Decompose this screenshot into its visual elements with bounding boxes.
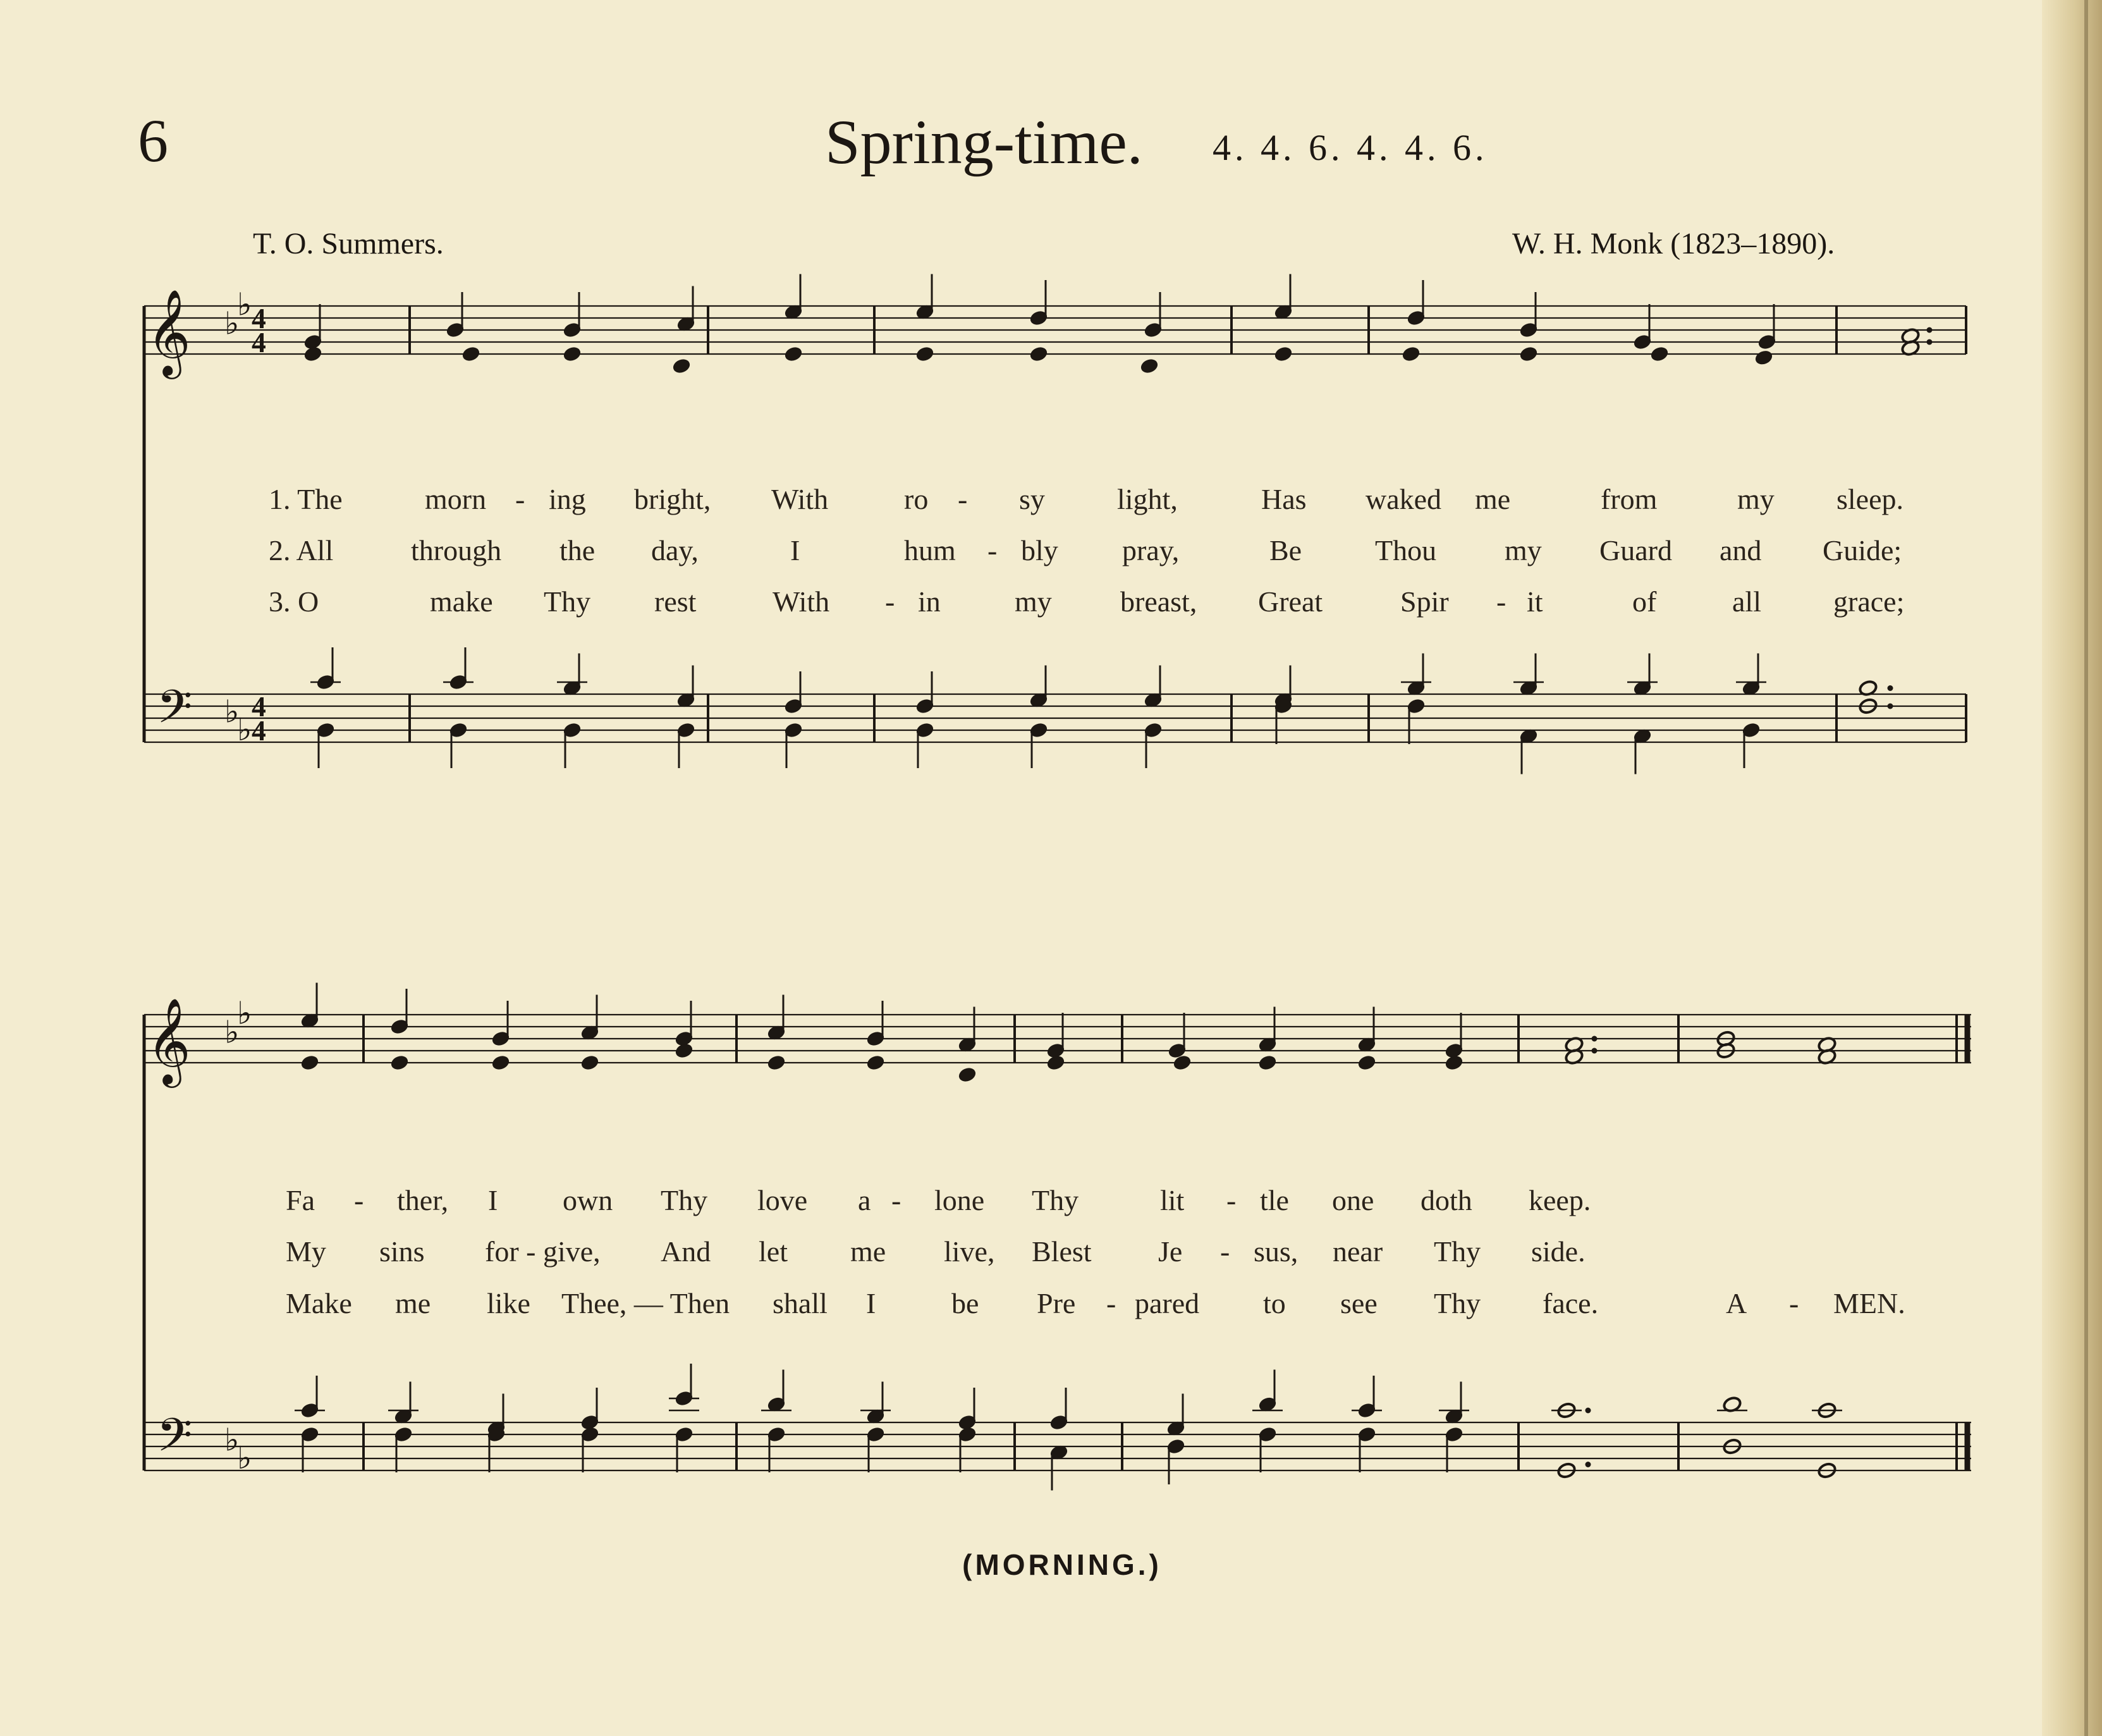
quarter-note xyxy=(783,345,803,362)
verse-line-2-syllable: 2. All xyxy=(269,534,334,566)
verse-line-1-syllable: my xyxy=(1737,483,1775,515)
verse-line-2-3-syllable: - xyxy=(1789,1287,1799,1319)
quarter-note xyxy=(671,357,691,374)
verse-line-2-syllable: bly xyxy=(1021,534,1058,566)
time-signature-top: 4 xyxy=(252,690,266,723)
verse-line-1-syllable: morn xyxy=(425,483,487,515)
time-signature-bottom: 4 xyxy=(252,326,266,359)
augmentation-dot xyxy=(1927,327,1933,333)
verse-line-2-1-syllable: - xyxy=(1226,1184,1237,1216)
verse-line-1-syllable: ro xyxy=(904,483,929,515)
bass-staff-1 xyxy=(144,694,1966,742)
verse-line-3-syllable: breast, xyxy=(1120,585,1197,618)
verse-line-2-1-syllable: lit xyxy=(1160,1184,1185,1216)
verse-line-2-2-syllable: My xyxy=(286,1235,326,1268)
verse-line-2-syllable: through xyxy=(411,534,502,566)
verse-line-2-1-syllable: own xyxy=(563,1184,613,1216)
verse-line-2-3-syllable: - xyxy=(1106,1287,1116,1319)
verse-line-2-2-syllable: sins xyxy=(379,1235,425,1268)
time-signature-bottom: 4 xyxy=(252,714,266,747)
verse-line-2-1-syllable: - xyxy=(354,1184,364,1216)
augmentation-dot xyxy=(1592,1036,1598,1042)
verse-line-2-3-syllable: see xyxy=(1340,1287,1378,1319)
verse-line-2-syllable: I xyxy=(790,534,800,566)
augmentation-dot xyxy=(1888,704,1893,709)
treble-staff-1 xyxy=(144,306,1966,354)
verse-line-2-syllable: Guard xyxy=(1599,534,1672,566)
flat-icon: ♭ xyxy=(237,994,252,1032)
verse-line-2-3-syllable: pared xyxy=(1135,1287,1200,1319)
verse-line-2-syllable: hum xyxy=(904,534,956,566)
verse-line-2-2-syllable: live, xyxy=(944,1235,995,1268)
quarter-note xyxy=(1401,345,1421,362)
verse-line-2-syllable: the xyxy=(559,534,596,566)
verse-line-2-3-syllable: Make xyxy=(286,1287,352,1319)
verse-line-1-syllable: bright, xyxy=(634,483,711,515)
verse-line-1-syllable: sy xyxy=(1019,483,1045,515)
verse-line-2-2-syllable: Je xyxy=(1158,1235,1183,1268)
tune-name: (MORNING.) xyxy=(962,1548,1162,1581)
verse-line-2-syllable: day, xyxy=(651,534,699,566)
verse-line-2-3-syllable: MEN. xyxy=(1833,1287,1905,1319)
verse-line-3-syllable: Thy xyxy=(544,585,591,618)
quarter-note xyxy=(1518,345,1538,362)
quarter-note xyxy=(674,1042,694,1059)
verse-line-1-syllable: - xyxy=(958,483,968,515)
verse-line-2-syllable: - xyxy=(987,534,998,566)
verse-line-2-2-syllable: near xyxy=(1333,1235,1383,1268)
verse-line-2-1-syllable: Fa xyxy=(286,1184,315,1216)
verse-line-2-syllable: and xyxy=(1720,534,1762,566)
page-number: 6 xyxy=(138,107,168,174)
flat-icon: ♭ xyxy=(237,1440,252,1477)
flat-icon: ♭ xyxy=(224,305,240,342)
verse-line-2-3-syllable: to xyxy=(1263,1287,1286,1319)
bass-clef-icon: 𝄢 xyxy=(157,680,193,745)
flat-icon: ♭ xyxy=(224,1421,240,1458)
quarter-note xyxy=(1649,345,1669,362)
verse-line-3-syllable: Great xyxy=(1258,585,1323,618)
flat-icon: ♭ xyxy=(237,286,252,323)
verse-line-2-1-syllable: doth xyxy=(1421,1184,1472,1216)
verse-line-2-1-syllable: ther, xyxy=(397,1184,449,1216)
verse-line-1-syllable: ing xyxy=(549,483,586,515)
verse-line-2-3-syllable: like xyxy=(487,1287,530,1319)
verse-line-2-3-syllable: Thy xyxy=(1434,1287,1481,1319)
verse-line-1-syllable: me xyxy=(1475,483,1511,515)
augmentation-dot xyxy=(1586,1408,1591,1414)
verse-line-1-syllable: - xyxy=(515,483,525,515)
verse-line-3-syllable: With xyxy=(773,585,830,618)
verse-line-3-syllable: grace; xyxy=(1833,585,1905,618)
verse-line-3-syllable: - xyxy=(1496,585,1506,618)
verse-line-2-3-syllable: face. xyxy=(1543,1287,1599,1319)
verse-line-2-1-syllable: keep. xyxy=(1529,1184,1591,1216)
quarter-note xyxy=(1754,349,1773,366)
verse-line-2-syllable: pray, xyxy=(1122,534,1180,566)
quarter-note xyxy=(1357,1054,1376,1071)
verse-line-2-1-syllable: I xyxy=(488,1184,498,1216)
augmentation-dot xyxy=(1586,1462,1591,1467)
quarter-note xyxy=(389,1054,409,1071)
verse-line-2-3-syllable: me xyxy=(395,1287,431,1319)
verse-line-3-syllable: - xyxy=(885,585,895,618)
verse-line-2-3-syllable: be xyxy=(951,1287,979,1319)
verse-line-3-syllable: make xyxy=(430,585,493,618)
verse-line-2-2-syllable: Blest xyxy=(1032,1235,1092,1268)
verse-line-3-syllable: 3. O xyxy=(269,585,319,618)
verse-line-2-3-syllable: I xyxy=(866,1287,876,1319)
verse-line-1-syllable: waked xyxy=(1366,483,1442,515)
verse-line-3-syllable: in xyxy=(918,585,941,618)
quarter-note xyxy=(580,1054,599,1071)
verse-line-1-syllable: sleep. xyxy=(1836,483,1904,515)
verse-line-2-2-syllable: side. xyxy=(1531,1235,1586,1268)
verse-line-2-2-syllable: let xyxy=(759,1235,788,1268)
quarter-note xyxy=(766,1054,786,1071)
bass-clef-icon: 𝄢 xyxy=(157,1408,193,1473)
quarter-note xyxy=(957,1066,977,1083)
verse-line-2-1-syllable: - xyxy=(891,1184,901,1216)
verse-line-2-2-syllable: me xyxy=(850,1235,886,1268)
verse-line-2-1-syllable: Thy xyxy=(1032,1184,1079,1216)
verse-line-2-3-syllable: Thee, — Then xyxy=(561,1287,730,1319)
verse-line-1-syllable: With xyxy=(771,483,829,515)
verse-line-1-syllable: light, xyxy=(1117,483,1178,515)
quarter-note xyxy=(915,345,934,362)
verse-line-2-syllable: Thou xyxy=(1375,534,1437,566)
quarter-note xyxy=(461,345,480,362)
composer-credit: W. H. Monk (1823–1890). xyxy=(1512,227,1835,260)
time-signature-top: 4 xyxy=(252,302,266,335)
verse-line-2-1-syllable: Thy xyxy=(661,1184,708,1216)
meter-signature: 4. 4. 6. 4. 4. 6. xyxy=(1213,127,1488,168)
verse-line-2-2-syllable: Thy xyxy=(1434,1235,1481,1268)
augmentation-dot xyxy=(1592,1048,1598,1054)
verse-line-2-syllable: my xyxy=(1505,534,1542,566)
flat-icon: ♭ xyxy=(224,693,240,730)
verse-line-3-syllable: of xyxy=(1632,585,1657,618)
quarter-note xyxy=(865,1054,885,1071)
quarter-note xyxy=(1046,1054,1065,1071)
verse-line-3-syllable: Spir xyxy=(1400,585,1449,618)
quarter-note xyxy=(303,345,322,362)
quarter-note xyxy=(1444,1054,1463,1071)
quarter-note xyxy=(1273,345,1293,362)
verse-line-2-syllable: Be xyxy=(1269,534,1302,566)
quarter-note xyxy=(1257,1054,1277,1071)
flat-icon: ♭ xyxy=(224,1013,240,1051)
hymn-title: Spring-time. xyxy=(825,107,1143,177)
quarter-note xyxy=(300,1054,319,1071)
quarter-note xyxy=(562,345,582,362)
verse-line-2-1-syllable: one xyxy=(1332,1184,1374,1216)
verse-line-2-2-syllable: - xyxy=(1220,1235,1230,1268)
verse-line-2-2-syllable: for - give, xyxy=(485,1235,601,1268)
verse-line-3-syllable: rest xyxy=(654,585,697,618)
verse-line-1-syllable: Has xyxy=(1261,483,1307,515)
treble-clef-icon: 𝄞 xyxy=(147,997,191,1084)
verse-line-1-syllable: from xyxy=(1601,483,1658,515)
quarter-note xyxy=(491,1054,510,1071)
verse-line-1-syllable: 1. The xyxy=(269,483,343,515)
quarter-note xyxy=(1139,357,1159,374)
verse-line-2-2-syllable: sus, xyxy=(1254,1235,1298,1268)
verse-line-3-syllable: my xyxy=(1015,585,1052,618)
treble-clef-icon: 𝄞 xyxy=(147,288,191,376)
flat-icon: ♭ xyxy=(237,711,252,749)
augmentation-dot xyxy=(1927,339,1933,345)
verse-line-2-syllable: Guide; xyxy=(1823,534,1902,566)
verse-line-2-1-syllable: a xyxy=(858,1184,871,1216)
verse-line-2-3-syllable: shall xyxy=(773,1287,828,1319)
verse-line-2-1-syllable: lone xyxy=(934,1184,985,1216)
verse-line-2-2-syllable: And xyxy=(661,1235,711,1268)
verse-line-2-1-syllable: love xyxy=(757,1184,808,1216)
quarter-note xyxy=(1029,345,1048,362)
verse-line-2-3-syllable: A xyxy=(1726,1287,1747,1319)
verse-line-3-syllable: it xyxy=(1527,585,1543,618)
verse-line-3-syllable: all xyxy=(1732,585,1761,618)
augmentation-dot xyxy=(1888,685,1893,691)
verse-line-2-1-syllable: tle xyxy=(1260,1184,1289,1216)
lyricist-credit: T. O. Summers. xyxy=(253,227,444,260)
verse-line-2-3-syllable: Pre xyxy=(1037,1287,1076,1319)
